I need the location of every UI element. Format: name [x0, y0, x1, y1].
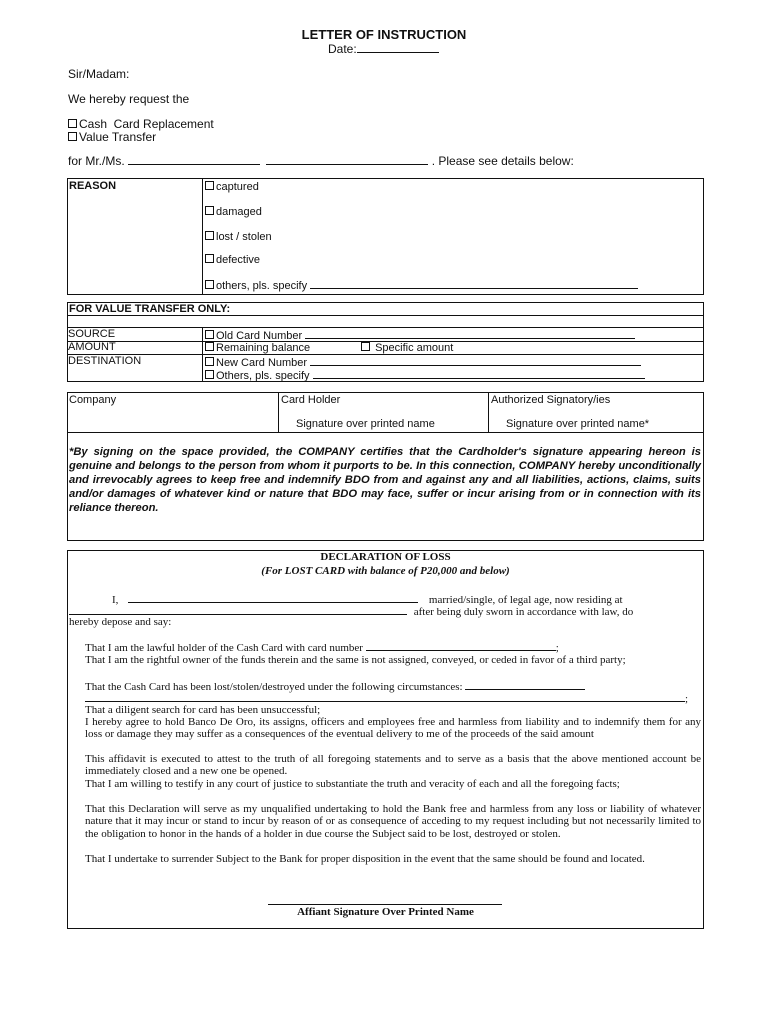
para-surrender: That I undertake to surrender Subject to the Bank for proper disposition in the event that the same should be found and located. [85, 853, 645, 865]
affiant-signature-line[interactable] [268, 904, 502, 905]
divider [278, 392, 279, 432]
para-card-number: That I am the lawful holder of the Cash Card with card number ; [85, 642, 559, 654]
old-card-number-field[interactable] [305, 328, 635, 339]
checkbox[interactable] [68, 132, 77, 141]
salutation: Sir/Madam: [68, 67, 130, 81]
para-search: That a diligent search for card has been unsuccessful; [85, 704, 321, 716]
reason-option-damaged[interactable] [205, 206, 262, 218]
row-label-source: SOURCE [68, 328, 116, 340]
reason-header: REASON [69, 180, 117, 192]
circumstances-field[interactable] [465, 679, 585, 690]
row-label-amount: AMOUNT [68, 341, 116, 353]
para-owner: That I am the rightful owner of the funds therein and the same is not assigned, conveyed, or ceded in favor of a third party; [85, 654, 626, 666]
checkbox[interactable] [205, 357, 214, 366]
date-field[interactable] [357, 42, 439, 53]
last-name-field[interactable] [266, 154, 428, 165]
option-label: captured [216, 181, 259, 193]
date-label: Date: [328, 42, 357, 56]
checkbox[interactable] [205, 342, 214, 351]
for-line [68, 154, 574, 168]
affiant-name-field[interactable] [128, 592, 418, 603]
option-value-transfer[interactable] [68, 130, 156, 144]
reason-option-captured[interactable] [205, 181, 259, 193]
checkbox[interactable] [361, 342, 370, 351]
option-label: Others, pls. specify [216, 370, 310, 382]
para-undertaking: That this Declaration will serve as my unqualified undertaking to hold the Bank free and harmless from any loss or liability of whatever nature that it may incur or stand to incur by reason of or as consequence of acceding to my request including but not necessarily limited to the obligation to honor in the hands of a holder in due course the Subject said to be lost, destroyed or stolen. [85, 803, 701, 840]
checkbox[interactable] [205, 206, 214, 215]
p1-text: That I am the lawful holder of the Cash Card with card number [85, 642, 363, 654]
remaining-balance-option[interactable] [205, 342, 310, 354]
option-label: Remaining balance [216, 342, 311, 354]
date-row [328, 42, 439, 56]
divider [67, 432, 704, 433]
option-label: Old Card Number [216, 330, 303, 342]
option-label: Cash Card Replacement [79, 117, 214, 131]
for-suffix: . Please see details below: [431, 154, 574, 168]
option-label: defective [216, 254, 261, 266]
checkbox[interactable] [205, 181, 214, 190]
card-holder-signature-caption: Signature over printed name [296, 418, 435, 430]
option-label: damaged [216, 206, 262, 218]
circumstances-field-2[interactable] [85, 691, 685, 702]
declaration-title: DECLARATION OF LOSS [320, 551, 451, 563]
option-label: others, pls. specify [216, 280, 308, 292]
option-label: New Card Number [216, 357, 308, 369]
option-cash-card-replacement[interactable] [68, 117, 214, 131]
for-prefix: for Mr./Ms. [68, 154, 125, 168]
checkbox[interactable] [205, 231, 214, 240]
new-card-number-field[interactable] [310, 355, 641, 366]
reason-option-defective[interactable] [205, 254, 260, 266]
p3-text: That the Cash Card has been lost/stolen/destroyed under the following circumstances: [85, 681, 463, 693]
address-field[interactable] [69, 604, 407, 615]
intro-a: married/single, of legal age, now residing at [428, 594, 623, 606]
others-specify-field[interactable] [310, 278, 638, 289]
declaration-subtitle: (For LOST CARD with balance of P20,000 and below) [261, 565, 510, 577]
card-holder-label: Card Holder [281, 394, 341, 406]
para-hold-harmless: I hereby agree to hold Banco De Oro, its assigns, officers and employees free and harmless from liability and to indemnify them for any loss or damage they may suffer as a consequences of the eventual delivery to me of the proceeds of the said amount [85, 716, 701, 741]
para-testify: That I am willing to testify in any court of justice to substantiate the truth and veracity of each and all the foregoing facts; [85, 778, 620, 790]
checkbox[interactable] [205, 330, 214, 339]
value-transfer-header: FOR VALUE TRANSFER ONLY: [69, 303, 231, 315]
row-label-destination: DESTINATION [68, 355, 142, 367]
option-label: Value Transfer [79, 130, 157, 144]
new-card-number-option[interactable] [205, 355, 641, 369]
checkbox[interactable] [205, 370, 214, 379]
others-field[interactable] [313, 368, 645, 379]
first-name-field[interactable] [128, 154, 260, 165]
divider [202, 327, 203, 382]
company-label: Company [69, 394, 117, 406]
divider [488, 392, 489, 432]
intro-b: after being duly sworn in accordance with law, do [413, 606, 634, 618]
others-option[interactable] [205, 368, 645, 382]
checkbox[interactable] [68, 119, 77, 128]
reason-option-others[interactable] [205, 278, 638, 292]
authorized-signatory-label: Authorized Signatory/ies [491, 394, 611, 406]
affiant-signature-label: Affiant Signature Over Printed Name [297, 906, 474, 918]
i-label: I, [112, 594, 119, 606]
divider [202, 178, 203, 295]
circumstances-line-2: ; [85, 691, 688, 705]
card-number-field[interactable] [366, 640, 556, 651]
authorized-signature-caption: Signature over printed name* [506, 418, 650, 430]
intro-c: hereby depose and say: [69, 616, 172, 628]
checkbox[interactable] [205, 280, 214, 289]
option-label: lost / stolen [216, 231, 272, 243]
specific-amount-option[interactable] [361, 342, 453, 354]
reason-option-lost-stolen[interactable] [205, 231, 272, 243]
option-label: Specific amount [375, 342, 454, 354]
certification-text: *By signing on the space provided, the COMPANY certifies that the Cardholder's signature appearing hereon is genuine and belongs to the person from whom it purports to be. In this connection, COMPANY hereby unconditionally and irrevocably agrees to keep free and indemnify BDO from and against any and all liabilities, actions, claims, suits and/or damages of whatever kind or nature that BDO may face, suffer or incur arising from or in connection with its reliance thereon. [69, 446, 701, 514]
para-affidavit: This affidavit is executed to attest to the truth of all foregoing statements and to serve as a basis that the above mentioned account be immediately closed and a new one be opened. [85, 753, 701, 778]
document-title: LETTER OF INSTRUCTION [301, 27, 467, 42]
checkbox[interactable] [205, 254, 214, 263]
old-card-number-option[interactable] [205, 328, 635, 342]
request-text: We hereby request the [68, 92, 190, 106]
divider [67, 315, 704, 316]
